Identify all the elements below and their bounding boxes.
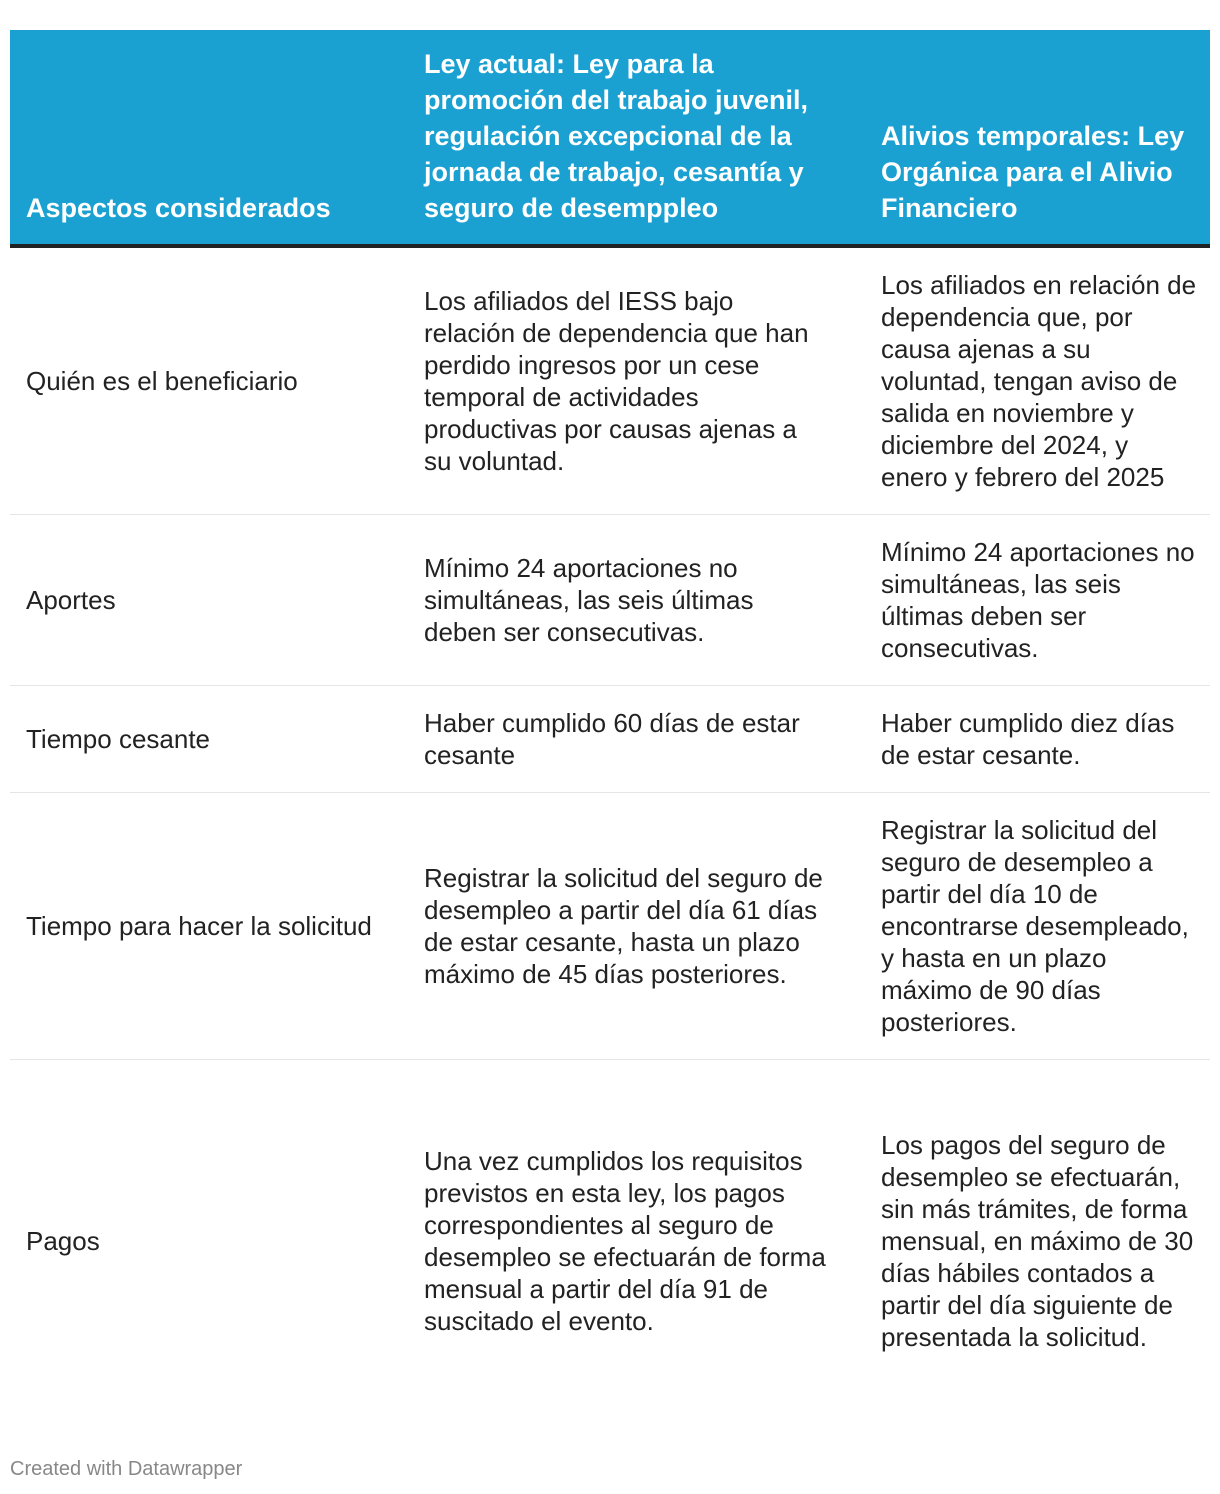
cell-current-law: Haber cumplido 60 días de estar cesante <box>408 686 865 793</box>
datawrapper-credit: Created with Datawrapper <box>10 1458 243 1480</box>
cell-temporary-relief: Registrar la solicitud del seguro de desempleo a partir del día 10 de encontrarse desempleado, y hasta en un plazo máximo de 90 días posteriores. <box>865 793 1210 1060</box>
header-temporary-relief: Alivios temporales: Ley Orgánica para el Alivio Financiero <box>865 30 1210 246</box>
comparison-table-container <box>10 30 1210 1422</box>
cell-temporary-relief: Mínimo 24 aportaciones no simultáneas, las seis últimas deben ser consecutivas. <box>865 515 1210 686</box>
cell-current-law: Mínimo 24 aportaciones no simultáneas, las seis últimas deben ser consecutivas. <box>408 515 865 686</box>
cell-temporary-relief: Los pagos del seguro de desempleo se efectuarán, sin más trámites, de forma mensual, en máximo de 30 días hábiles contados a partir del día siguiente de presentada la solicitud. <box>881 1130 1194 1352</box>
table-row <box>10 515 1210 686</box>
table-body <box>10 246 1210 1422</box>
table-row <box>10 793 1210 1060</box>
cell-current-law: Los afiliados del IESS bajo relación de dependencia que han perdido ingresos por un cese temporal de actividades productivas por causas ajenas a su voluntad. <box>408 246 865 515</box>
cell-aspect: Tiempo para hacer la solicitud <box>10 793 408 1060</box>
cell-aspect: Aportes <box>10 515 408 686</box>
table-row <box>10 246 1210 515</box>
table-header <box>10 30 1210 246</box>
cell-temporary-relief: Haber cumplido diez días de estar cesante. <box>865 686 1210 793</box>
table-row <box>10 686 1210 793</box>
header-aspects: Aspectos considerados <box>10 30 408 246</box>
comparison-table <box>10 30 1210 1422</box>
header-current-law: Ley actual: Ley para la promoción del trabajo juvenil, regulación excepcional de la jornada de trabajo, cesantía y seguro de desemppleo <box>408 30 865 246</box>
cell-temporary-relief: Los afiliados en relación de dependencia que, por causa ajenas a su voluntad, tengan aviso de salida en noviembre y diciembre del 2024, y enero y febrero del 2025 <box>865 246 1210 515</box>
table-row <box>10 1060 1210 1423</box>
header-row <box>10 30 1210 246</box>
cell-aspect: Quién es el beneficiario <box>10 246 408 515</box>
cell-current-law: Una vez cumplidos los requisitos previstos en esta ley, los pagos correspondientes al seguro de desempleo se efectuarán de forma mensual a partir del día 91 de suscitado el evento. <box>424 1146 826 1336</box>
cell-aspect: Pagos <box>26 1226 100 1256</box>
cell-current-law: Registrar la solicitud del seguro de desempleo a partir del día 61 días de estar cesante, hasta un plazo máximo de 45 días posteriores. <box>408 793 865 1060</box>
cell-aspect: Tiempo cesante <box>10 686 408 793</box>
